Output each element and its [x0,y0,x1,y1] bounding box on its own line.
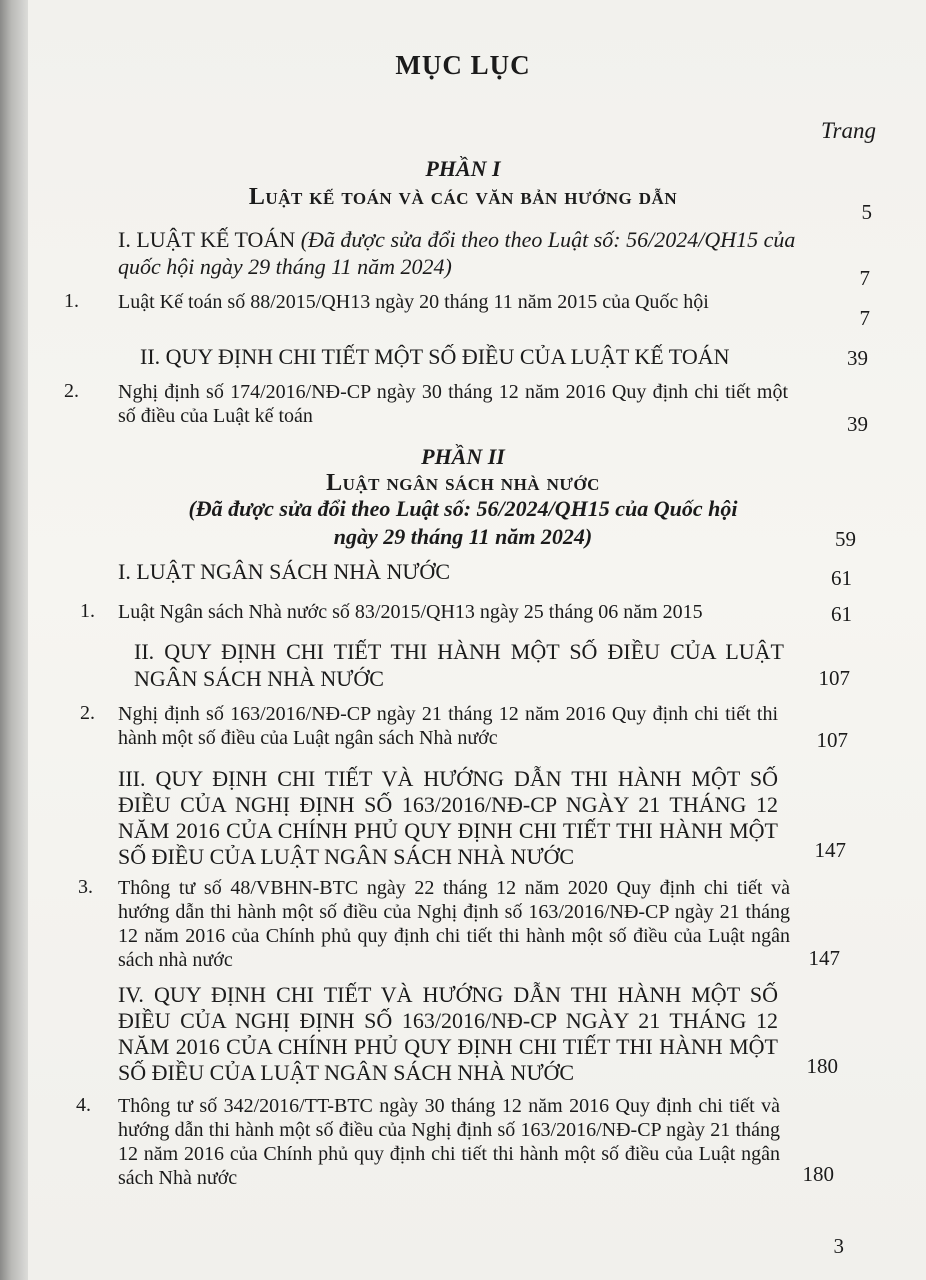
item-4-text: Nghị định số 163/2016/NĐ-CP ngày 21 tháng 12 năm 2016 Quy định chi tiết thi hành một số điều của Luật ngân sách Nhà nước [118,703,778,749]
item-2-number: 2. [64,380,79,402]
section-4-title: II. QUY ĐỊNH CHI TIẾT THI HÀNH MỘT SỐ ĐIỀU CỦA LUẬT NGÂN SÁCH NHÀ NƯỚC [134,639,784,691]
part-2-note-line-1: (Đã được sửa đổi theo Luật số: 56/2024/QH15 của Quốc hội [188,496,738,521]
item-6-text: Thông tư số 342/2016/TT-BTC ngày 30 tháng 12 năm 2016 Quy định chi tiết và hướng dẫn thi hành một số điều của Nghị định số 163/2016/NĐ-CP ngày 21 tháng 12 năm 2016 của Chính phủ quy định chi tiết thi hành một số điều của Luật ngân sách Nhà nước [118,1095,780,1189]
part-2-note-line-2: ngày 29 tháng 11 năm 2024) [333,524,593,549]
section-1-note: (Đã được sửa đổi theo theo Luật số: 56/2024/QH15 của quốc hội ngày 29 tháng 11 năm 2024) [118,227,796,279]
item-3-number: 1. [80,600,95,622]
section-4-page: 107 [818,666,850,690]
part-1-title: Luật kế toán và các văn bản hướng dẫn [248,184,678,210]
section-2-page: 39 [847,346,868,370]
page-column-label: Trang [821,118,876,143]
item-3-text: Luật Ngân sách Nhà nước số 83/2015/QH13 ngày 25 tháng 06 năm 2015 [118,601,703,623]
item-4-page: 107 [816,728,848,752]
item-1-text: Luật Kế toán số 88/2015/QH13 ngày 20 tháng 11 năm 2015 của Quốc hội [118,291,709,313]
item-5-text: Thông tư số 48/VBHN-BTC ngày 22 tháng 12 năm 2020 Quy định chi tiết và hướng dẫn thi hành một số điều của Nghị định số 163/2016/NĐ-CP ngày 21 tháng 12 năm 2016 của Chính phủ quy định chi tiết thi hành một số điều của Luật ngân sách nhà nước [118,877,790,971]
section-6-title: IV. QUY ĐỊNH CHI TIẾT VÀ HƯỚNG DẪN THI HÀNH MỘT SỐ ĐIỀU CỦA NGHỊ ĐỊNH SỐ 163/2016/NĐ-CP NGÀY 21 THÁNG 12 NĂM 2016 CỦA CHÍNH PHỦ QUY ĐỊNH CHI TIẾT THI HÀNH MỘT SỐ ĐIỀU CỦA LUẬT NGÂN SÁCH NHÀ NƯỚC [118,982,778,1085]
item-1-number: 1. [64,290,79,312]
item-5-number: 3. [78,876,93,898]
item-4-number: 2. [80,702,95,724]
section-5-page: 147 [814,838,846,862]
item-6-number: 4. [76,1094,91,1116]
page-title: MỤC LỤC [395,50,531,80]
item-6-page: 180 [802,1162,834,1186]
section-5-title: III. QUY ĐỊNH CHI TIẾT VÀ HƯỚNG DẪN THI HÀNH MỘT SỐ ĐIỀU CỦA NGHỊ ĐỊNH SỐ 163/2016/NĐ-CP NGÀY 21 THÁNG 12 NĂM 2016 CỦA CHÍNH PHỦ QUY ĐỊNH CHI TIẾT THI HÀNH MỘT SỐ ĐIỀU CỦA LUẬT NGÂN SÁCH NHÀ NƯỚC [118,766,778,869]
section-1 [118,226,808,280]
part-1-page: 5 [861,200,872,224]
item-5-page: 147 [808,946,840,970]
item-3-page: 61 [831,602,852,626]
section-6-page: 180 [806,1054,838,1078]
item-1-page: 7 [859,306,870,330]
section-1-title: I. LUẬT KẾ TOÁN [118,227,296,252]
item-2-text: Nghị định số 174/2016/NĐ-CP ngày 30 tháng 12 năm 2016 Quy định chi tiết một số điều của Luật kế toán [118,381,788,427]
part-1-label: PHẦN I [425,156,501,181]
section-2-title: II. QUY ĐỊNH CHI TIẾT MỘT SỐ ĐIỀU CỦA LUẬT KẾ TOÁN [140,344,730,369]
section-3-title: I. LUẬT NGÂN SÁCH NHÀ NƯỚC [118,559,450,584]
item-2-page: 39 [847,412,868,436]
section-1-page: 7 [859,266,870,290]
page-number: 3 [833,1234,844,1258]
part-2-label: PHẦN II [421,444,505,469]
part-2-page: 59 [835,527,856,551]
section-3-page: 61 [831,566,852,590]
part-2-title: Luật ngân sách nhà nước [326,470,600,496]
